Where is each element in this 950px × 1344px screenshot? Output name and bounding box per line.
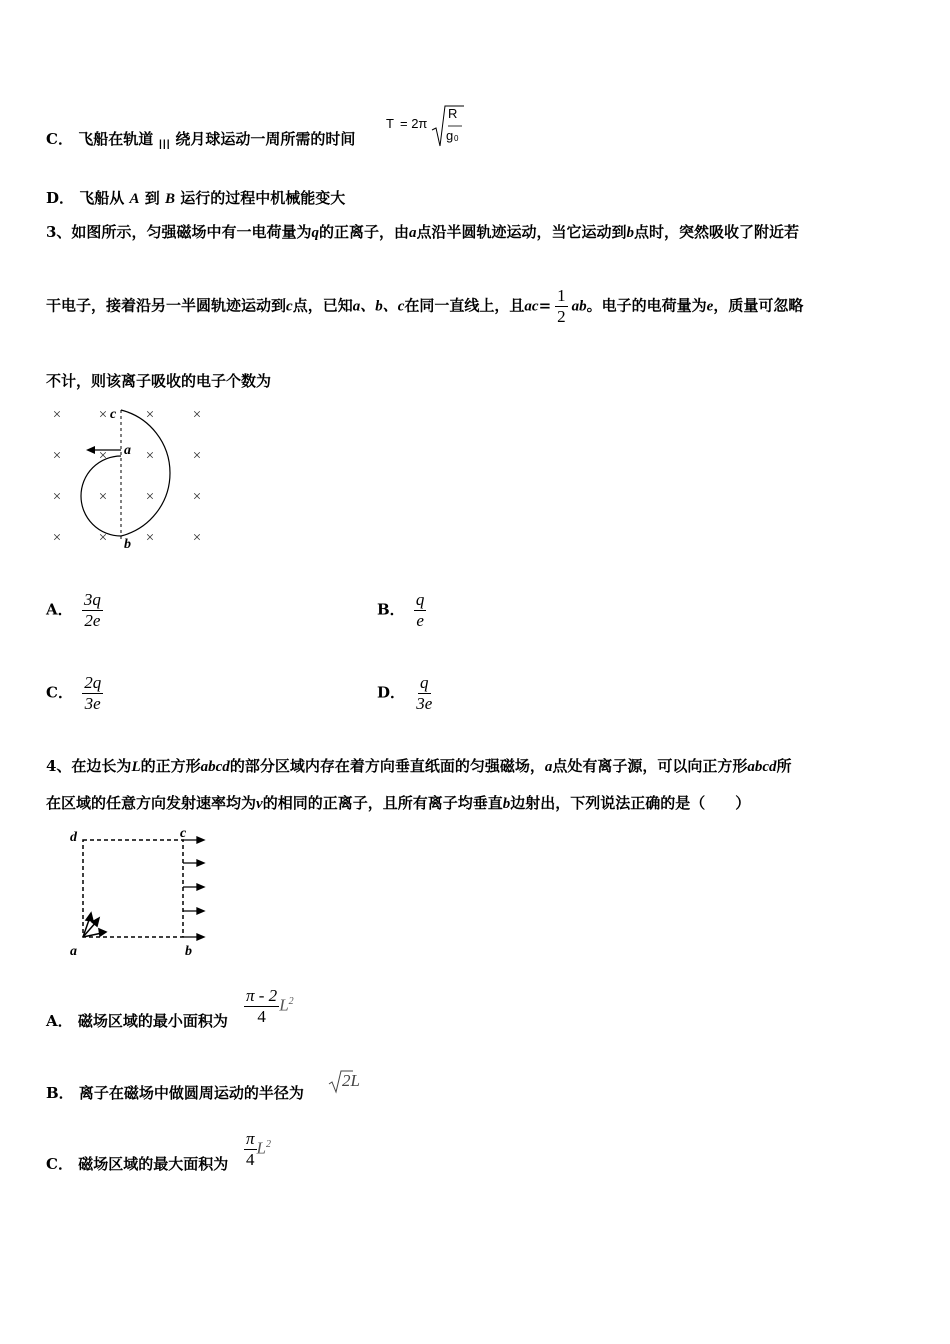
option-fraction bbox=[414, 673, 434, 714]
q3-option-c bbox=[46, 673, 107, 714]
cross-mark: × bbox=[52, 407, 62, 423]
option-label: D． bbox=[46, 189, 75, 207]
frac-den: 4 bbox=[246, 1150, 255, 1169]
length-L: L bbox=[279, 995, 289, 1015]
cross-mark: × bbox=[192, 407, 202, 423]
cross-mark: × bbox=[192, 448, 202, 464]
large-semicircle bbox=[121, 410, 170, 536]
length-L: L bbox=[256, 1138, 266, 1158]
stem-text: 的部分区域内存在着方向垂直纸面的匀强磁场， bbox=[229, 757, 545, 775]
cross-mark: × bbox=[52, 489, 62, 505]
frac-den: 3e bbox=[416, 694, 433, 713]
q3-option-d bbox=[377, 673, 438, 714]
option-label: C． bbox=[46, 1155, 73, 1173]
frac-num: q bbox=[415, 590, 425, 609]
point-a: a bbox=[408, 225, 417, 241]
frac-num: π - 2 bbox=[246, 986, 278, 1005]
option-fraction bbox=[414, 590, 427, 631]
label-c: c bbox=[110, 407, 117, 422]
field-crosses bbox=[53, 407, 201, 546]
formula-den: g bbox=[446, 128, 454, 143]
stem-text: 点时，突然吸收了附近若 bbox=[633, 223, 799, 241]
option-fraction bbox=[82, 590, 103, 631]
q2-option-d bbox=[46, 187, 345, 208]
equals-sign: = bbox=[538, 296, 552, 315]
option-text: 飞船在轨道 bbox=[78, 130, 154, 148]
charge-e: e bbox=[706, 298, 714, 315]
cross-mark: × bbox=[192, 489, 202, 505]
option-text: 到 bbox=[144, 189, 160, 207]
q4-stem-line2 bbox=[46, 792, 750, 813]
q4-option-c-formula bbox=[244, 1129, 271, 1170]
frac-num: q bbox=[420, 673, 429, 692]
frac-num: 2q bbox=[84, 673, 102, 692]
frac-den: e bbox=[416, 611, 424, 630]
speed-v: v bbox=[256, 796, 263, 812]
orbit-numeral: III bbox=[158, 136, 171, 152]
cross-mark: × bbox=[52, 530, 62, 546]
stem-text: ，质量可忽略 bbox=[713, 296, 804, 315]
q3-field-diagram bbox=[40, 400, 220, 555]
option-label: C． bbox=[46, 683, 73, 702]
cross-mark: × bbox=[98, 448, 108, 464]
points-abc: a、b、c bbox=[352, 298, 405, 315]
square-abcd: abcd bbox=[747, 759, 777, 775]
frac-num: 3q bbox=[83, 590, 101, 609]
stem-text: 在同一直线上，且 bbox=[404, 296, 525, 315]
label-b: b bbox=[124, 537, 131, 552]
period-formula bbox=[386, 102, 466, 150]
cross-mark: × bbox=[98, 530, 108, 546]
frac-num: π bbox=[246, 1129, 255, 1148]
cross-mark: × bbox=[192, 530, 202, 546]
radius-expression: 2L bbox=[342, 1071, 360, 1090]
q4-option-c bbox=[46, 1153, 228, 1174]
exponent: 2 bbox=[288, 995, 294, 1007]
segment-ac: ac bbox=[524, 298, 539, 315]
stem-text: 的正方形 bbox=[140, 757, 201, 775]
label-a: a bbox=[124, 443, 131, 458]
stem-text: 点沿半圆轨迹运动，当它运动到 bbox=[416, 223, 627, 241]
charge-q: q bbox=[311, 225, 319, 241]
q4-stem-line1 bbox=[46, 755, 792, 776]
point-b: b bbox=[626, 225, 634, 241]
frac-den: 4 bbox=[257, 1007, 266, 1026]
stem-text: 干电子，接着沿另一半圆轨迹运动到 bbox=[46, 296, 287, 315]
option-fraction bbox=[244, 1129, 257, 1170]
option-text: 磁场区域的最大面积为 bbox=[78, 1155, 229, 1173]
cross-mark: × bbox=[52, 448, 62, 464]
option-label: D． bbox=[377, 683, 406, 702]
label-d: d bbox=[70, 830, 77, 845]
stem-text: 的正离子，由 bbox=[318, 223, 409, 241]
point-c: c bbox=[286, 298, 293, 315]
label-b: b bbox=[185, 944, 192, 959]
stem-text: 4、在边长为 bbox=[46, 757, 132, 775]
label-a: a bbox=[70, 944, 77, 959]
half-fraction bbox=[555, 286, 568, 327]
arrow-head-icon bbox=[86, 446, 95, 454]
stem-text: 的相同的正离子，且所有离子均垂直 bbox=[262, 794, 503, 812]
q4-option-b-formula bbox=[328, 1068, 368, 1096]
option-label: A． bbox=[46, 1012, 73, 1030]
cross-mark: × bbox=[145, 407, 155, 423]
stem-text: 边射出，下列说法正确的是（ ） bbox=[510, 794, 751, 812]
point-B: B bbox=[165, 191, 176, 207]
option-label: A． bbox=[46, 600, 73, 619]
option-fraction bbox=[82, 673, 103, 714]
option-label: C． bbox=[46, 130, 73, 148]
source-arrows bbox=[83, 913, 106, 937]
stem-text: 所 bbox=[776, 757, 792, 775]
stem-text: 点处有离子源，可以向正方形 bbox=[552, 757, 748, 775]
option-label: B． bbox=[46, 1084, 74, 1102]
q3-stem-line2 bbox=[46, 286, 803, 327]
segment-ab: ab bbox=[571, 298, 587, 315]
square-abcd: abcd bbox=[200, 759, 230, 775]
q3-option-b bbox=[377, 590, 430, 631]
q3-option-a bbox=[46, 590, 107, 631]
point-A: A bbox=[129, 191, 140, 207]
cross-mark: × bbox=[145, 448, 155, 464]
option-text: 绕月球运动一周所需的时间 bbox=[175, 130, 356, 148]
option-label: B． bbox=[377, 600, 405, 619]
option-fraction bbox=[244, 986, 279, 1027]
stem-text: 不计，则该离子吸收的电子个数为 bbox=[46, 372, 272, 390]
cross-mark: × bbox=[98, 407, 108, 423]
option-text: 运行的过程中机械能变大 bbox=[180, 189, 346, 207]
q4-option-a-formula bbox=[244, 986, 294, 1027]
stem-text: 点，已知 bbox=[292, 296, 353, 315]
q4-square-diagram bbox=[62, 825, 212, 960]
option-text: 磁场区域的最小面积为 bbox=[77, 1012, 228, 1030]
point-b: b bbox=[502, 796, 511, 812]
exit-arrows bbox=[183, 837, 204, 940]
formula-den-sub: 0 bbox=[454, 134, 459, 143]
frac-den: 3e bbox=[84, 694, 101, 713]
exponent: 2 bbox=[266, 1138, 271, 1150]
formula-num: R bbox=[448, 106, 458, 121]
q4-option-b bbox=[46, 1082, 304, 1103]
frac-den: 2 bbox=[557, 307, 566, 326]
cross-mark: × bbox=[98, 489, 108, 505]
option-text: 飞船从 bbox=[79, 189, 125, 207]
length-L: L bbox=[131, 759, 141, 775]
q3-stem-line1 bbox=[46, 221, 799, 242]
stem-text: 在区域的任意方向发射速率均为 bbox=[46, 794, 257, 812]
point-a: a bbox=[544, 759, 553, 775]
cross-mark: × bbox=[145, 489, 155, 505]
label-c: c bbox=[180, 826, 187, 841]
q3-stem-line3 bbox=[46, 370, 271, 391]
formula-lhs: T bbox=[386, 116, 394, 131]
frac-num: 1 bbox=[557, 286, 566, 305]
option-text: 离子在磁场中做圆周运动的半径为 bbox=[78, 1084, 304, 1102]
q2-option-c bbox=[46, 128, 356, 152]
cross-mark: × bbox=[145, 530, 155, 546]
stem-text: 。电子的电荷量为 bbox=[586, 296, 707, 315]
stem-text: 3、如图所示，匀强磁场中有一电荷量为 bbox=[46, 223, 312, 241]
q4-option-a bbox=[46, 1010, 228, 1031]
frac-den: 2e bbox=[84, 611, 101, 630]
formula-eq: = 2π bbox=[400, 116, 428, 131]
